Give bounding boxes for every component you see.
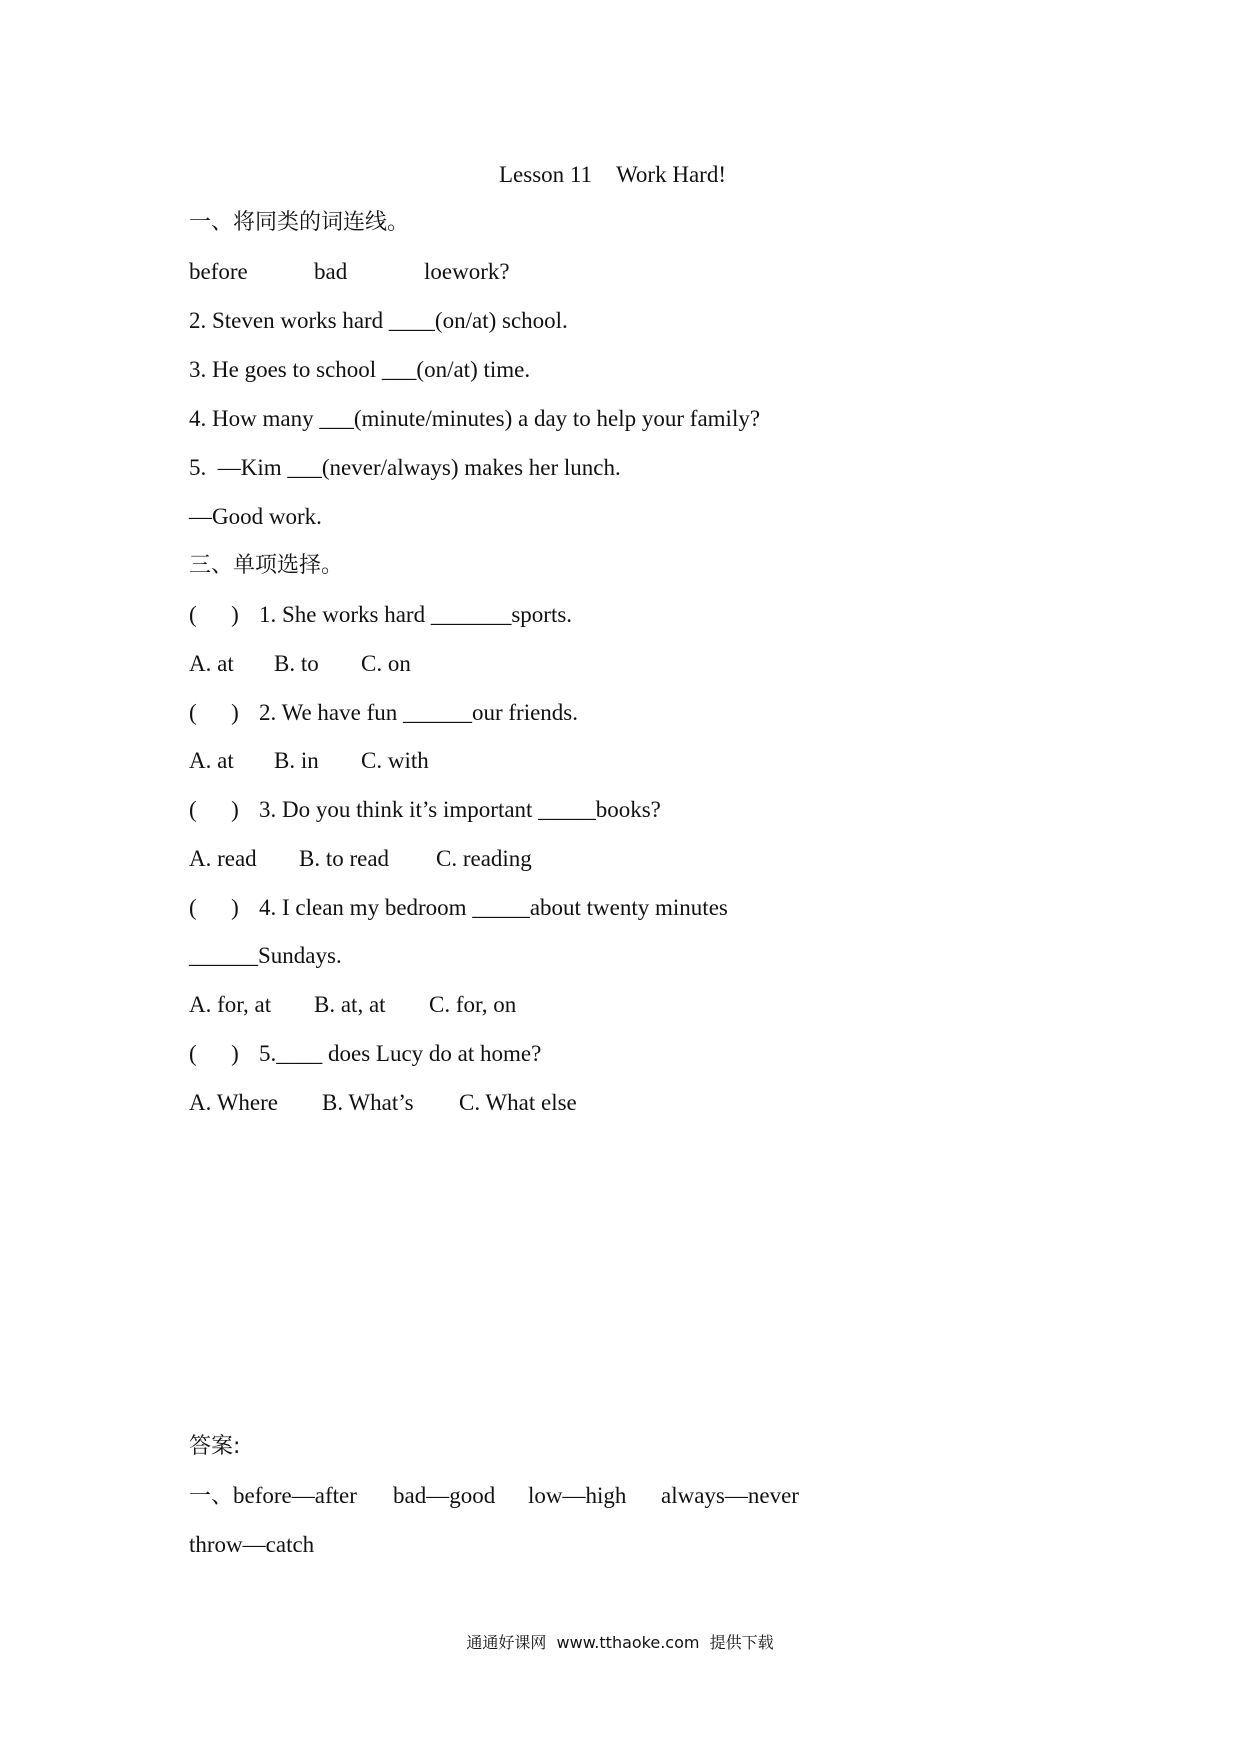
answer-pair: always—never [661,1483,799,1508]
question-stem: 4. I clean my bedroom _____about twenty minutes [259,895,728,920]
answer-pair: low—high [528,1483,627,1508]
question-2-options [189,746,429,776]
fill-item-5-reply: —Good work. [189,504,322,529]
question-5 [189,1039,541,1069]
section3-heading: 三、单项选择。 [189,553,344,578]
option-b: B. to [274,651,319,676]
question-4 [189,893,728,923]
page-title [499,160,726,190]
option-b: B. at, at [314,992,386,1017]
word-loework: loework? [424,259,510,284]
answer-paren: ( ) [189,895,239,920]
option-a: A. read [189,846,257,871]
answer-pair: before—after [233,1483,357,1508]
answer-pair: bad—good [393,1483,496,1508]
option-a: A. at [189,651,234,676]
question-1-options [189,649,411,679]
lesson-name: Work Hard! [616,162,726,187]
option-c: C. reading [436,846,532,871]
fill-item-2: 2. Steven works hard ____(on/at) school. [189,308,568,333]
question-4-options [189,990,516,1020]
question-3 [189,795,661,825]
page-footer: 通通好课网 www.tthaoke.com 提供下载 [466,1633,774,1652]
answer-paren: ( ) [189,602,239,627]
question-1 [189,600,572,630]
fill-item-3: 3. He goes to school ___(on/at) time. [189,357,531,382]
fill-item-4: 4. How many ___(minute/minutes) a day to help your family? [189,406,761,431]
question-5-options [189,1088,577,1118]
question-3-options [189,844,532,874]
option-c: C. for, on [429,992,517,1017]
question-2 [189,698,578,728]
option-b: B. in [274,748,319,773]
answer-paren: ( ) [189,797,239,822]
question-4-stem-continued: ______Sundays. [189,943,342,968]
answers-heading: 答案: [189,1434,241,1459]
answers-line-1 [189,1481,799,1512]
question-stem: 1. She works hard _______sports. [259,602,573,627]
answer-paren: ( ) [189,1041,239,1066]
option-b: B. to read [299,846,390,871]
option-c: C. with [361,748,429,773]
answers-prefix: 一、 [189,1484,234,1509]
option-b: B. What’s [322,1090,414,1115]
question-stem: 3. Do you think it’s important _____books? [259,797,661,822]
answer-paren: ( ) [189,700,239,725]
option-c: C. What else [459,1090,577,1115]
question-stem: 5.____ does Lucy do at home? [259,1041,542,1066]
word-bad: bad [314,259,348,284]
option-a: A. at [189,748,234,773]
option-a: A. for, at [189,992,272,1017]
answers-line-2: throw—catch [189,1532,315,1557]
question-stem: 2. We have fun ______our friends. [259,700,579,725]
word-before: before [189,259,248,284]
option-c: C. on [361,651,411,676]
section1-heading: 一、将同类的词连线。 [189,210,410,235]
fill-item-5: 5. —Kim ___(never/always) makes her lunch. [189,455,621,480]
option-a: A. Where [189,1090,278,1115]
section1-word-row [189,257,510,287]
lesson-number: Lesson 11 [499,162,593,187]
